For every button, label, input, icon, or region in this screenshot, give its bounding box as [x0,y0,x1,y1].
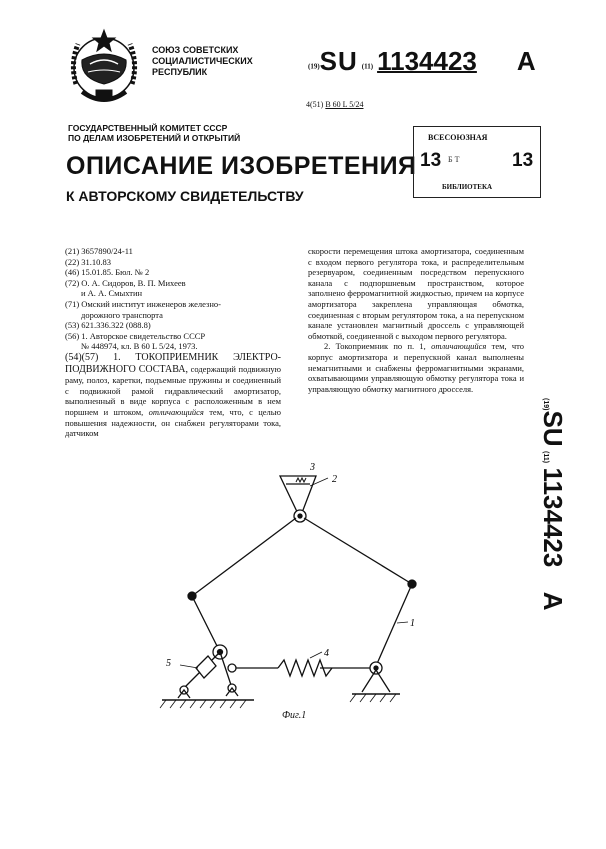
side-code-2: (11) [542,451,549,464]
ipc-classification [306,100,363,109]
claim-rest-1: тем, что, с целью повышения надежности, он снабжен регуляторами тока, датчиком [65,406,281,439]
side-patent-number [538,398,598,688]
figure-label-3: 3 [310,462,315,473]
claim-2 [308,341,524,394]
stamp-number-left: 13 [420,150,442,171]
document-title: ОПИСАНИЕ ИЗОБРЕТЕНИЯ [66,152,417,180]
patent-number: 1134423 [377,46,477,76]
upper-arm-left [192,518,296,596]
stamp-line-1: ВСЕСОЮЗНАЯ [428,133,488,142]
number-code-label: (11) [361,62,374,71]
claim-1 [65,352,281,439]
claim-distinct-1: отличающийся [148,406,204,417]
ussr-line: СОЮЗ СОВЕТСКИХ [152,45,239,55]
ussr-name [152,45,253,78]
bibliography [65,246,281,439]
stamp-middle: Б Т [448,155,460,164]
document-subtitle: К АВТОРСКОМУ СВИДЕТЕЛЬСТВУ [66,188,304,204]
bib-row: № 448974, кл. В 60 L 5/24, 1973. [81,341,198,352]
country-code-label: (19) [308,62,320,71]
figure-label-5: 5 [166,658,171,669]
figure-label-4: 4 [324,648,329,659]
figure-caption: Фиг.1 [282,710,307,721]
claims-continued [308,246,524,394]
bib-row: и А. А. Смыхтин [81,288,143,299]
claim-1-continued: скорости перемещения штока амортизатора, соединенным с входом первого регулятора тока, и распределительным резервуаром, соединенным посредством перепускного канала с подпоршневым пространством, которое заполнено ферромагнитной жидкостью, причем на корпусе амортизатора закреплена управляющая обмотка, соединенная с вторым регулятором тока, а на перепускном канале установлен магнитный дроссель с управляющей обмоткой, соединенной с выходом первого регулятора. [308,246,524,341]
committee-line: ГОСУДАРСТВЕННЫЙ КОМИТЕТ СССР [68,123,228,133]
side-country: SU [538,410,568,447]
committee-name [68,123,240,143]
stamp-line-3: БИБЛИОТЕКА [442,183,493,191]
ipc-value: B 60 L 5/24 [325,100,364,109]
patent-kind: A [516,46,536,76]
side-number: 1134423 [538,467,568,568]
ussr-line: РЕСПУБЛИК [152,67,208,77]
ipc-label: 4(51) [306,100,324,109]
committee-line: ПО ДЕЛАМ ИЗОБРЕТЕНИЙ И ОТКРЫТИЙ [68,133,241,143]
bib-row: (56) 1. Авторское свидетельство СССР [65,330,206,341]
stamp-number-right: 13 [512,150,534,171]
bib-row: (46) 15.01.85. Бюл. № 2 [65,267,150,278]
upper-arm-right [304,518,412,584]
claim-2-start: 2. Токоприемник по п. 1, [324,341,426,352]
side-code-1: (19) [542,398,549,411]
pantograph-figure [150,460,450,720]
claim-distinct-2: отличающийся [431,341,487,352]
side-kind: A [538,591,568,611]
shoe-spring [296,478,306,482]
country-code: SU [319,46,358,76]
bib-row: дорожного транспорта [81,309,163,320]
figure-label-1: 1 [410,618,415,629]
bib-row: (71) Омский институт инженеров железно- [65,298,221,309]
bib-row: (53) 621.336.322 (088.8) [65,320,151,331]
patent-number-block [308,46,536,77]
lower-arm-right [376,584,412,666]
bib-row: (21) 3657890/24-11 [65,246,133,256]
ussr-line: СОЦИАЛИСТИЧЕСКИХ [152,56,253,66]
figure-label-2: 2 [332,474,337,485]
claim-2-rest: тем, что корпус амортизатора и перепускной канал выполнены немагнитными и снабжены ферромагнитными экранами, охватывающими управляющую обмотку регулятора тока и управляющую обмотку магнитного дросселя. [308,341,525,394]
ussr-emblem [62,24,146,116]
bib-row: (72) О. А. Сидоров, В. П. Михеев [65,277,186,288]
claim-intro: содержащий подвижную раму, полоз, каретки, подъемные пружины и соединенный с подвижной рамой гидравлический амортизатор, выполненный в виде корпуса с расположенным в нем поршнем и штоком, [65,363,281,417]
bib-row: (22) 31.10.83 [65,256,112,267]
claim-heading: (54)(57) 1. ТОКОПРИЕМНИК ЭЛЕКТРО-ПОДВИЖНОГО СОСТАВА, [65,351,281,375]
lower-arm-left [192,596,220,652]
